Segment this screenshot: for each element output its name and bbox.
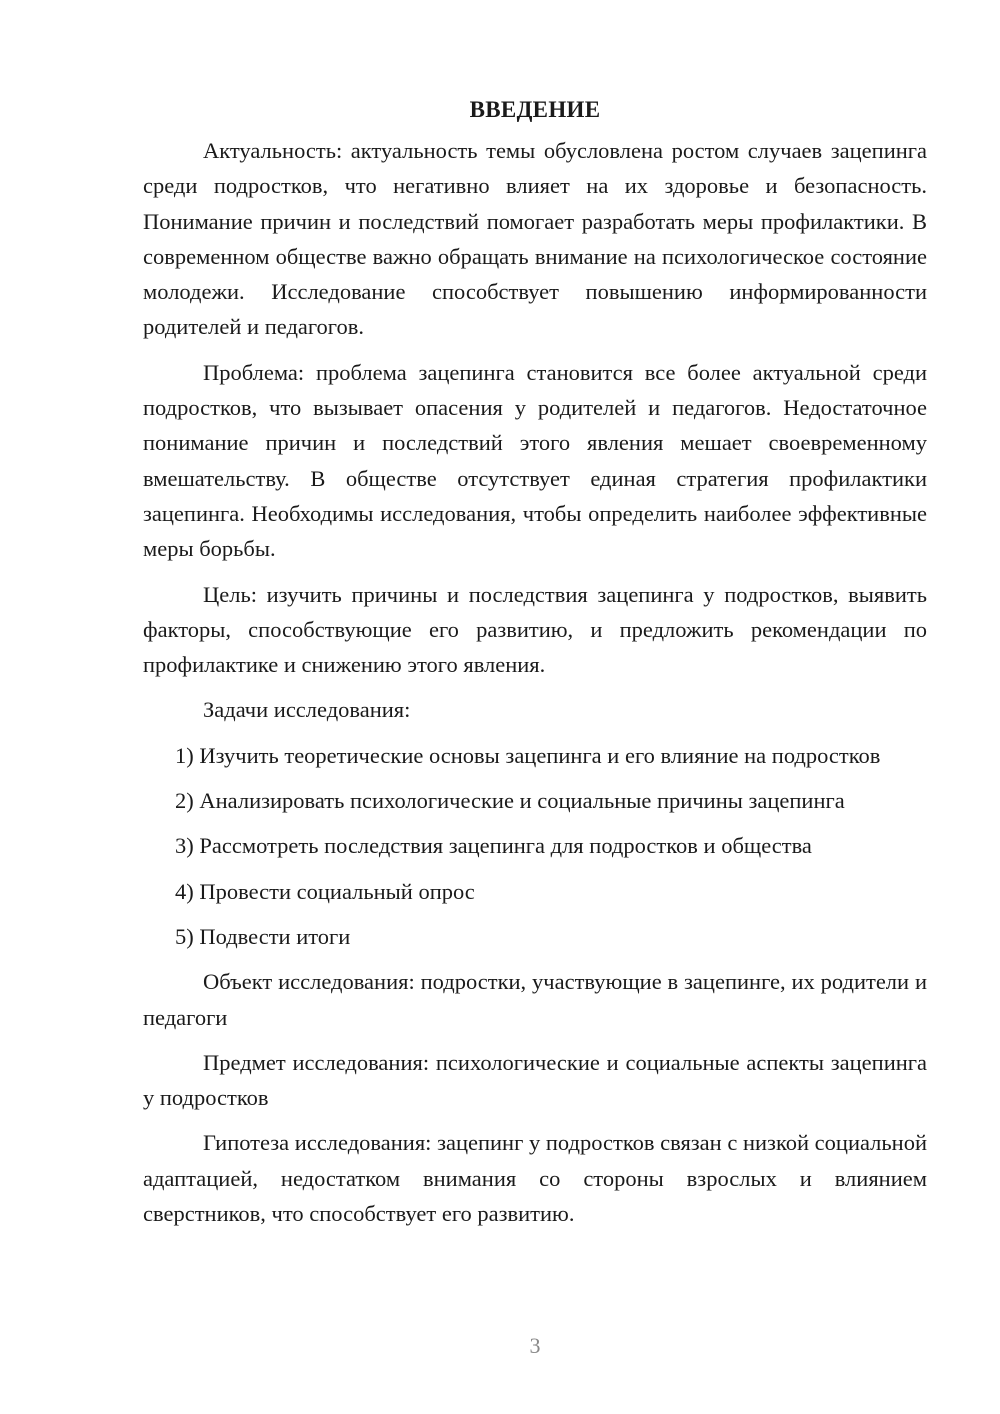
section-title: ВВЕДЕНИЕ	[469, 97, 601, 122]
task-item-2: 2) Анализировать психологические и социальные причины зацепинга	[175, 788, 845, 814]
task-item-1: 1) Изучить теоретические основы зацепинга и его влияние на подростков	[175, 742, 881, 768]
problem-paragraph: Проблема: проблема зацепинга становится все более актуальной среди подростков, что вызывает опасения у родителей и педагогов. Недостаточное понимание причин и последствий этого явления мешает своевременному вмешательству. В обществе отсутствует единая стратегия профилактики зацепинга. Необходимы исследования, чтобы определить наиболее эффективные меры борьбы.	[143, 359, 927, 562]
page-number: 3	[529, 1333, 541, 1358]
goal-paragraph: Цель: изучить причины и последствия зацепинга у подростков, выявить факторы, способствующие его развитию, и предложить рекомендации по профилактике и снижению этого явления.	[143, 581, 927, 678]
task-item-4: 4) Провести социальный опрос	[175, 878, 475, 904]
page-content	[143, 92, 927, 1231]
object-paragraph: Объект исследования: подростки, участвующие в зацепинге, их родители и педагоги	[143, 969, 927, 1030]
hypothesis-paragraph: Гипотеза исследования: зацепинг у подростков связан с низкой социальной адаптацией, недостатком внимания со стороны взрослых и влиянием сверстников, что способствует его развитию.	[143, 1130, 927, 1227]
task-item-3: 3) Рассмотреть последствия зацепинга для подростков и общества	[175, 833, 812, 859]
relevance-paragraph: Актуальность: актуальность темы обусловлена ростом случаев зацепинга среди подростков, что негативно влияет на их здоровье и безопасность. Понимание причин и последствий помогает разработать меры профилактики. В современном обществе важно обращать внимание на психологическое состояние молодежи. Исследование способствует повышению информированности родителей и педагогов.	[143, 138, 927, 340]
tasks-heading: Задачи исследования:	[203, 697, 411, 723]
task-item-5: 5) Подвести итоги	[175, 923, 351, 949]
subject-paragraph: Предмет исследования: психологические и социальные аспекты зацепинга у подростков	[143, 1049, 927, 1111]
